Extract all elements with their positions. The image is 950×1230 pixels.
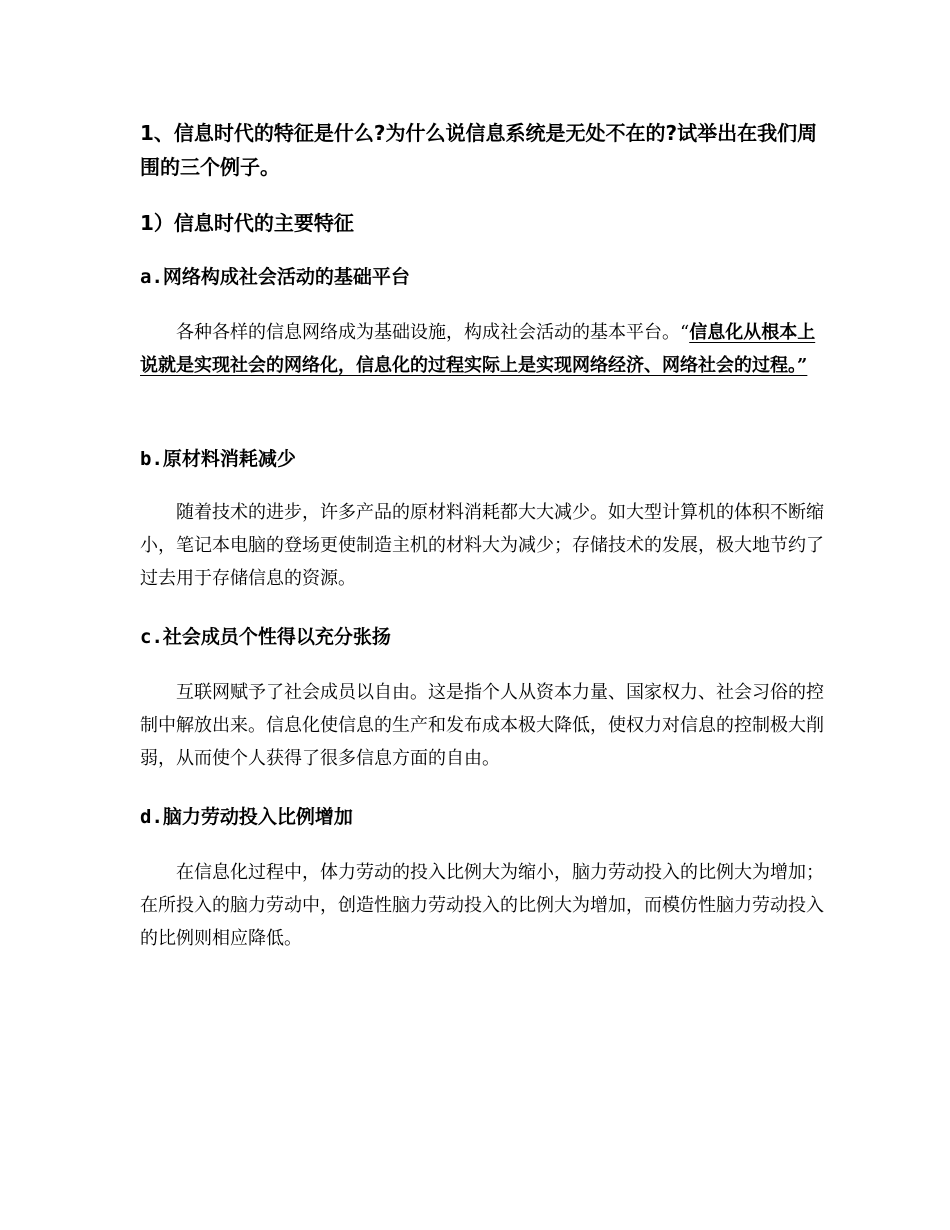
feature-paragraph-a	[140, 316, 830, 382]
feature-heading-c: c.社会成员个性得以充分张扬	[140, 626, 391, 648]
section-heading: 1）信息时代的主要特征	[140, 211, 354, 235]
feature-heading-a: a.网络构成社会活动的基础平台	[140, 266, 410, 288]
feature-paragraph-c: 互联网赋予了社会成员以自由。这是指个人从资本力量、国家权力、社会习俗的控制中解放出来。信息化使信息的生产和发布成本极大降低，使权力对信息的控制极大削弱，从而使个人获得了很多信息方面的自由。	[140, 682, 824, 769]
question-title: 1、信息时代的特征是什么?为什么说信息系统是无处不在的?试举出在我们周围的三个例子。	[140, 121, 818, 179]
feature-paragraph-b: 随着技术的进步，许多产品的原材料消耗都大大减少。如大型计算机的体积不断缩小，笔记本电脑的登场更使制造主机的材料大为减少；存储技术的发展，极大地节约了过去用于存储信息的资源。	[140, 502, 824, 589]
feature-heading-d: d.脑力劳动投入比例增加	[140, 806, 353, 828]
quote-close: ”	[797, 355, 808, 376]
underlined-quote: 信息化从根本上说就是实现社会的网络化，信息化的过程实际上是实现网络经济、网络社会的过程。	[140, 322, 816, 376]
paragraph-text: 各种各样的信息网络成为基础设施，构成社会活动的基本平台。“	[176, 322, 690, 343]
feature-paragraph-d: 在信息化过程中，体力劳动的投入比例大为缩小，脑力劳动投入的比例大为增加；在所投入的脑力劳动中，创造性脑力劳动投入的比例大为增加，而模仿性脑力劳动投入的比例则相应降低。	[140, 862, 824, 949]
feature-heading-b: b.原材料消耗减少	[140, 448, 296, 470]
